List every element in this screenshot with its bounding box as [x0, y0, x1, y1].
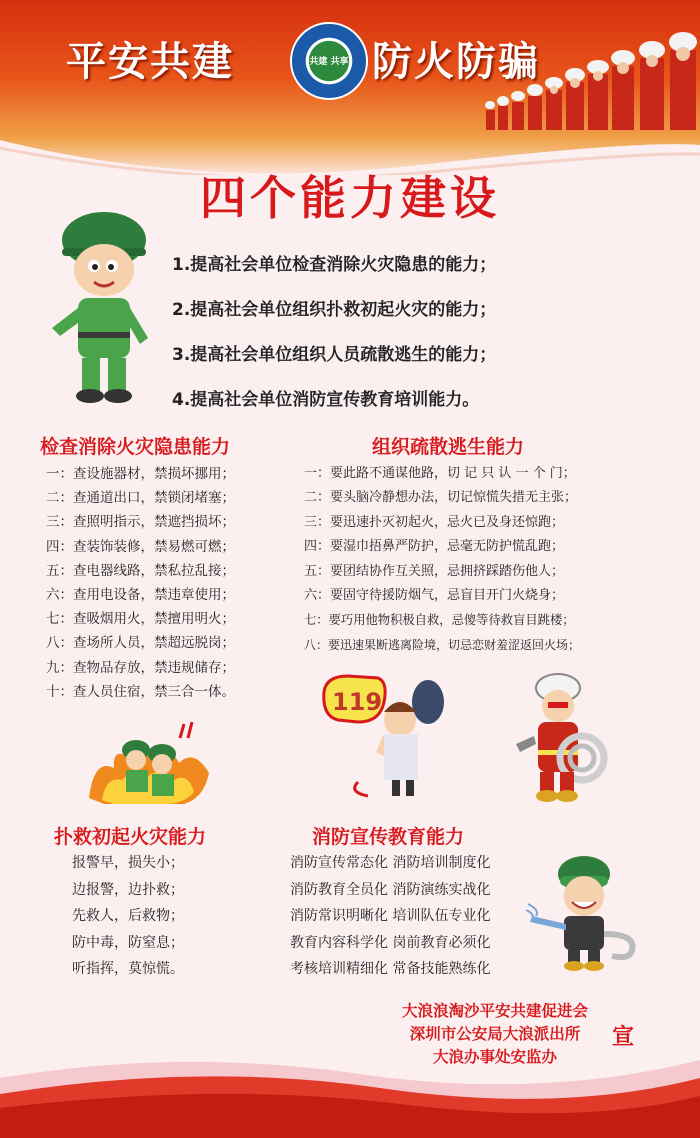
list-item: 五：要团结协作互关照，忌拥挤踩踏伤他人；	[304, 563, 565, 579]
footer-line: 大浪办事处安监办	[432, 1048, 557, 1066]
list-item: 二：要头脑冷静想办法，切记惊慌失措无主张；	[304, 490, 578, 506]
phone-number-text: 119	[332, 688, 383, 716]
emblem-icon	[290, 22, 368, 100]
list-item: 五：查电器线路，禁私拉乱接；	[46, 562, 235, 579]
list-item: 三：查照明指示，禁遮挡损坏；	[46, 514, 235, 531]
edu-list	[290, 850, 490, 983]
ability-item: 1.提高社会单位检查消除火灾隐患的能力；	[172, 255, 497, 275]
list-item: 七：查吸烟用火，禁擅用明火；	[46, 611, 235, 628]
list-item: 八：要迅速果断逃离险境，切忌恋财羞涩返回火场；	[304, 637, 581, 652]
header-banner	[0, 0, 700, 175]
section-title-fight: 扑救初起火灾能力	[54, 826, 207, 848]
list-item: 先救人，后救物；	[72, 908, 184, 925]
list-item: 教育内容科学化 岗前教育必须化	[290, 934, 491, 951]
list-item: 考核培训精细化 常备技能熟练化	[290, 961, 491, 978]
footer-wave-decoration	[0, 1038, 700, 1138]
list-item: 一：查设施器材，禁损坏挪用；	[46, 466, 235, 482]
firefighters-in-flame-icon	[84, 718, 214, 808]
list-item: 消防常识明晰化 培训队伍专业化	[290, 908, 491, 925]
list-item: 边报警，边扑救；	[72, 881, 184, 898]
phone-call-119-icon	[318, 672, 448, 800]
firefighter-spraying-icon	[526, 850, 638, 972]
list-item: 六：要固守待援防烟气，忌盲目开门火烧身；	[304, 587, 565, 603]
emblem-text: 共建 共享	[309, 57, 349, 67]
list-item: 消防宣传常态化 消防培训制度化	[290, 855, 491, 871]
list-item: 二：查通道出口，禁锁闭堵塞；	[46, 490, 235, 507]
list-item: 听指挥，莫惊慌。	[72, 961, 184, 978]
list-item: 报警早，损失小；	[72, 855, 184, 871]
list-item: 七：要巧用他物积极自救，忌傻等待救盲目跳楼；	[304, 613, 575, 628]
list-item: 一：要此路不通谋他路，切 记 只 认 一 个 门；	[304, 466, 576, 481]
ability-item: 2.提高社会单位组织扑救初起火灾的能力；	[172, 300, 497, 320]
banner-left-text: 平安共建	[66, 39, 234, 85]
section-title-evac: 组织疏散逃生能力	[372, 436, 525, 458]
footer-xuan: 宣	[612, 1025, 635, 1050]
list-item: 六：查用电设备，禁违章使用；	[46, 586, 235, 603]
firefighter-hose-coil-icon	[512, 672, 614, 804]
ability-list	[172, 250, 682, 430]
footer-line: 深圳市公安局大浪派出所	[409, 1025, 581, 1043]
ability-item: 4.提高社会单位消防宣传教育培训能力。	[172, 390, 480, 410]
list-item: 四：查装饰装修，禁易燃可燃；	[46, 538, 235, 555]
evac-list	[304, 462, 580, 657]
list-item: 九：查物品存放，禁违规储存；	[46, 659, 235, 676]
list-item: 十：查人员住宿，禁三合一体。	[46, 683, 235, 700]
soldier-mascot-icon	[48, 208, 160, 408]
section-title-check: 检查消除火灾隐患能力	[40, 436, 231, 458]
section-title-edu: 消防宣传教育能力	[312, 826, 465, 848]
footer-line: 大浪浪淘沙平安共建促进会	[401, 1002, 588, 1020]
list-item: 防中毒，防窒息；	[72, 934, 184, 951]
list-item: 四：要湿巾捂鼻严防护，忌毫无防护慌乱跑；	[304, 539, 565, 555]
fight-list	[72, 850, 184, 983]
check-list	[46, 462, 235, 704]
list-item: 八：查场所人员，禁超远脱岗；	[46, 635, 235, 652]
ability-item: 3.提高社会单位组织人员疏散逃生的能力；	[172, 345, 497, 365]
list-item: 消防教育全员化 消防演练实战化	[290, 881, 491, 898]
main-title: 四个能力建设	[200, 171, 500, 225]
list-item: 三：要迅速扑灭初起火，忌火已及身还惊跑；	[304, 514, 565, 530]
banner-right-text: 防火防骗	[372, 39, 540, 85]
